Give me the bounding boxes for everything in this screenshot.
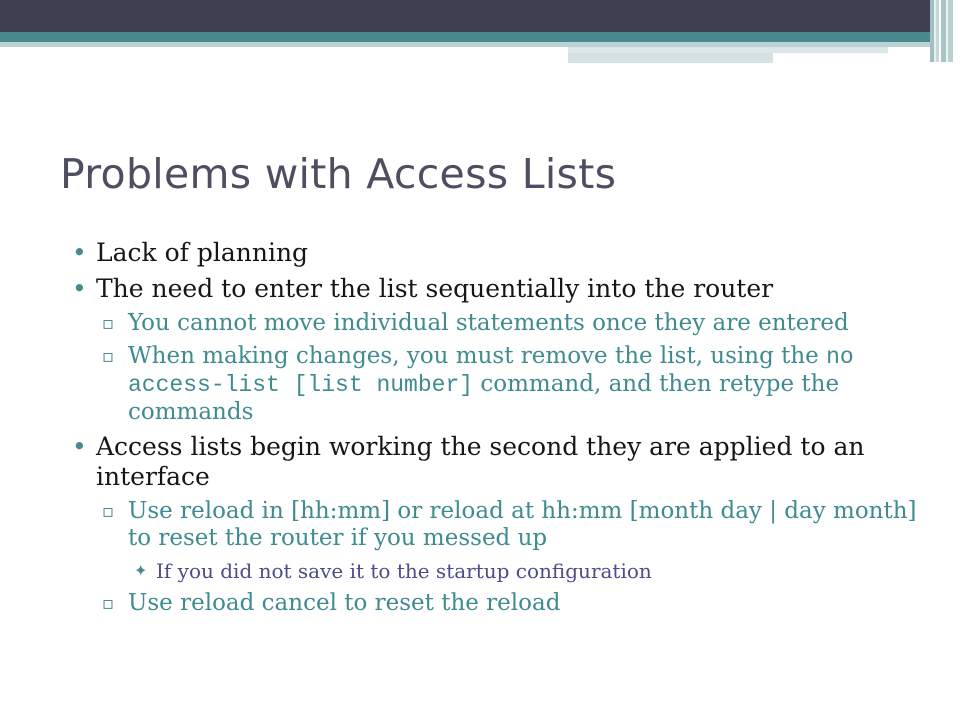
bullet-square-icon: ▫: [102, 346, 115, 367]
bullet-dot-icon: •: [72, 274, 87, 303]
bullet-working-immediately: [72, 432, 922, 492]
sub-bullet-text: You cannot move individual statements once they are entered: [128, 310, 849, 336]
bullet-text: The need to enter the list sequentially into the router: [96, 274, 774, 303]
bullet-star-icon: ✦: [134, 561, 148, 580]
bullet-sequential-entry: [72, 274, 922, 304]
bullet-square-icon: ▫: [102, 313, 115, 334]
sub-sub-bullet-not-saved: [72, 558, 922, 584]
bullet-text: Lack of planning: [96, 238, 309, 267]
slide-title: Problems with Access Lists: [60, 150, 617, 198]
sub-bullet-text: command, and then retype the commands: [128, 371, 840, 425]
bullet-list: [72, 238, 922, 623]
bullet-dot-icon: •: [72, 432, 87, 461]
code-snippet: no access-list [list number]: [128, 344, 854, 398]
sub-bullet-remove-list: [72, 343, 922, 426]
sub-bullet-reload: [72, 498, 922, 552]
header-bar-teal: [0, 32, 930, 42]
sub-bullet-cannot-move: [72, 310, 922, 337]
bullet-dot-icon: •: [72, 238, 87, 267]
bullet-square-icon: ▫: [102, 593, 115, 614]
header-stripe: [953, 0, 960, 62]
header-bar-pale-lower: [568, 53, 773, 63]
sub-bullet-text: When making changes, you must remove the list, using the: [128, 343, 819, 369]
header-bar-highlight: [0, 49, 568, 51]
sub-bullet-reload-cancel: [72, 590, 922, 617]
sub-bullet-text: Use reload cancel to reset the reload: [128, 590, 561, 616]
sub-sub-bullet-text: If you did not save it to the startup configuration: [156, 559, 652, 583]
bullet-square-icon: ▫: [102, 501, 115, 522]
sub-bullet-text: Use reload in [hh:mm] or reload at hh:mm [month day | day month] to reset the router if you messed up: [128, 498, 917, 551]
bullet-lack-of-planning: [72, 238, 922, 268]
header-bar-dark: [0, 0, 930, 32]
bullet-text: Access lists begin working the second they are applied to an interface: [96, 432, 865, 491]
